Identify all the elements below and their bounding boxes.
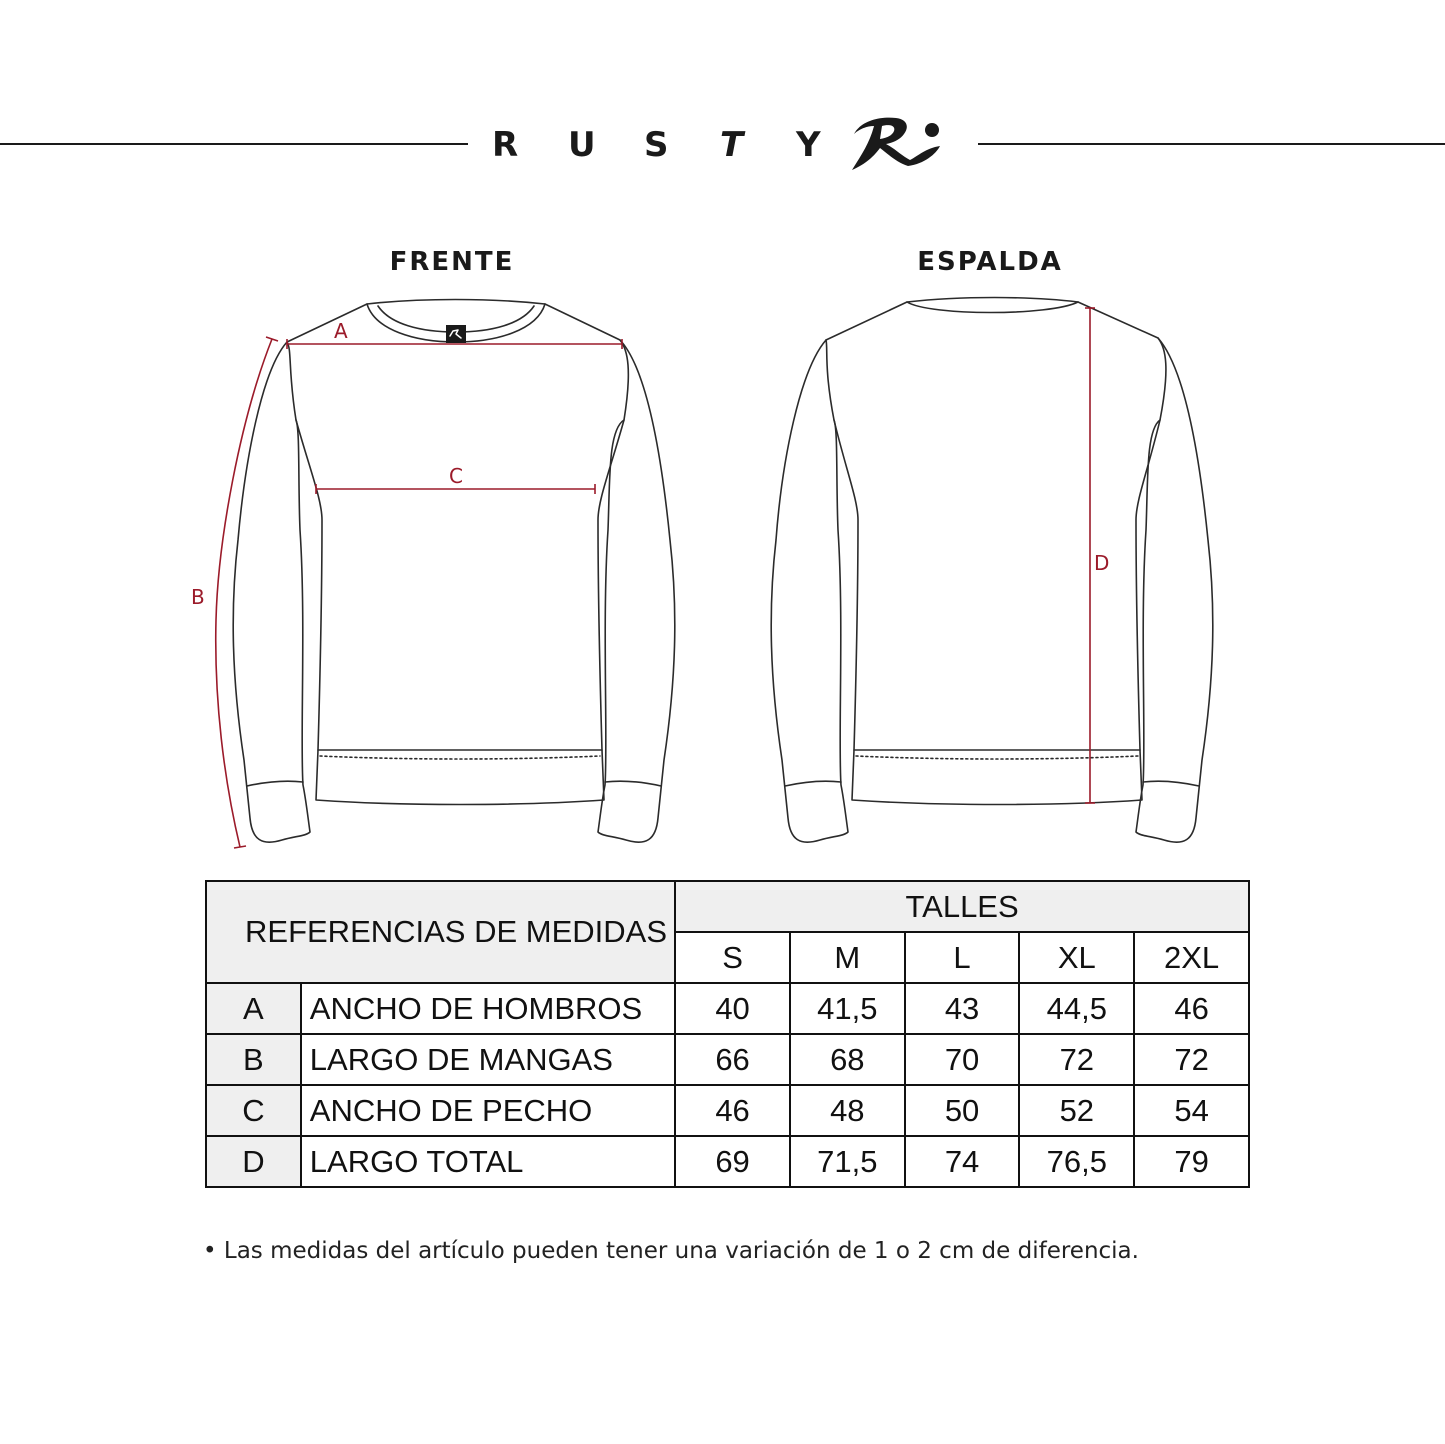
size-label: S — [675, 932, 790, 983]
marker-a: A — [334, 319, 348, 343]
table-header-row — [206, 881, 1249, 932]
marker-b: B — [191, 585, 205, 609]
row-value: 40 — [675, 983, 790, 1034]
row-value: 69 — [675, 1136, 790, 1187]
row-value: 50 — [905, 1085, 1020, 1136]
row-value: 48 — [790, 1085, 905, 1136]
row-value: 76,5 — [1019, 1136, 1134, 1187]
row-name: ANCHO DE PECHO — [301, 1085, 675, 1136]
row-name: ANCHO DE HOMBROS — [301, 983, 675, 1034]
row-value: 72 — [1019, 1034, 1134, 1085]
back-sweatshirt-outline — [771, 298, 1213, 843]
row-code: B — [206, 1034, 301, 1085]
row-code: D — [206, 1136, 301, 1187]
row-value: 54 — [1134, 1085, 1249, 1136]
row-name: LARGO TOTAL — [301, 1136, 675, 1187]
table-row — [206, 1085, 1249, 1136]
sizes-header: TALLES — [675, 881, 1249, 932]
table-row — [206, 1136, 1249, 1187]
marker-c: C — [449, 464, 463, 488]
brand-letter: U — [568, 125, 596, 165]
row-value: 44,5 — [1019, 983, 1134, 1034]
footnote: • Las medidas del artículo pueden tener una variación de 1 o 2 cm de diferencia. — [203, 1238, 1139, 1264]
size-chart-table — [205, 880, 1250, 1188]
row-value: 43 — [905, 983, 1020, 1034]
brand-letter: S — [644, 125, 669, 165]
row-value: 52 — [1019, 1085, 1134, 1136]
brand-letter: Y — [796, 125, 821, 165]
row-name: LARGO DE MANGAS — [301, 1034, 675, 1085]
front-sweatshirt-outline — [233, 300, 675, 843]
row-code: C — [206, 1085, 301, 1136]
back-view-title: ESPALDA — [917, 247, 1063, 277]
row-value: 46 — [1134, 983, 1249, 1034]
row-value: 70 — [905, 1034, 1020, 1085]
front-view-title: FRENTE — [389, 247, 515, 277]
size-label: 2XL — [1134, 932, 1249, 983]
row-value: 74 — [905, 1136, 1020, 1187]
size-label: XL — [1019, 932, 1134, 983]
reference-header: REFERENCIAS DE MEDIDAS — [206, 881, 675, 983]
marker-d: D — [1094, 551, 1110, 575]
row-code: A — [206, 983, 301, 1034]
row-value: 41,5 — [790, 983, 905, 1034]
row-value: 68 — [790, 1034, 905, 1085]
row-value: 66 — [675, 1034, 790, 1085]
brand-letter: T — [720, 125, 744, 165]
brand-letter: R — [492, 125, 519, 165]
row-value: 79 — [1134, 1136, 1249, 1187]
row-value: 71,5 — [790, 1136, 905, 1187]
row-value: 46 — [675, 1085, 790, 1136]
table-row — [206, 983, 1249, 1034]
row-value: 72 — [1134, 1034, 1249, 1085]
size-label: M — [790, 932, 905, 983]
measure-line-b — [216, 339, 272, 847]
size-label: L — [905, 932, 1020, 983]
table-row — [206, 1034, 1249, 1085]
